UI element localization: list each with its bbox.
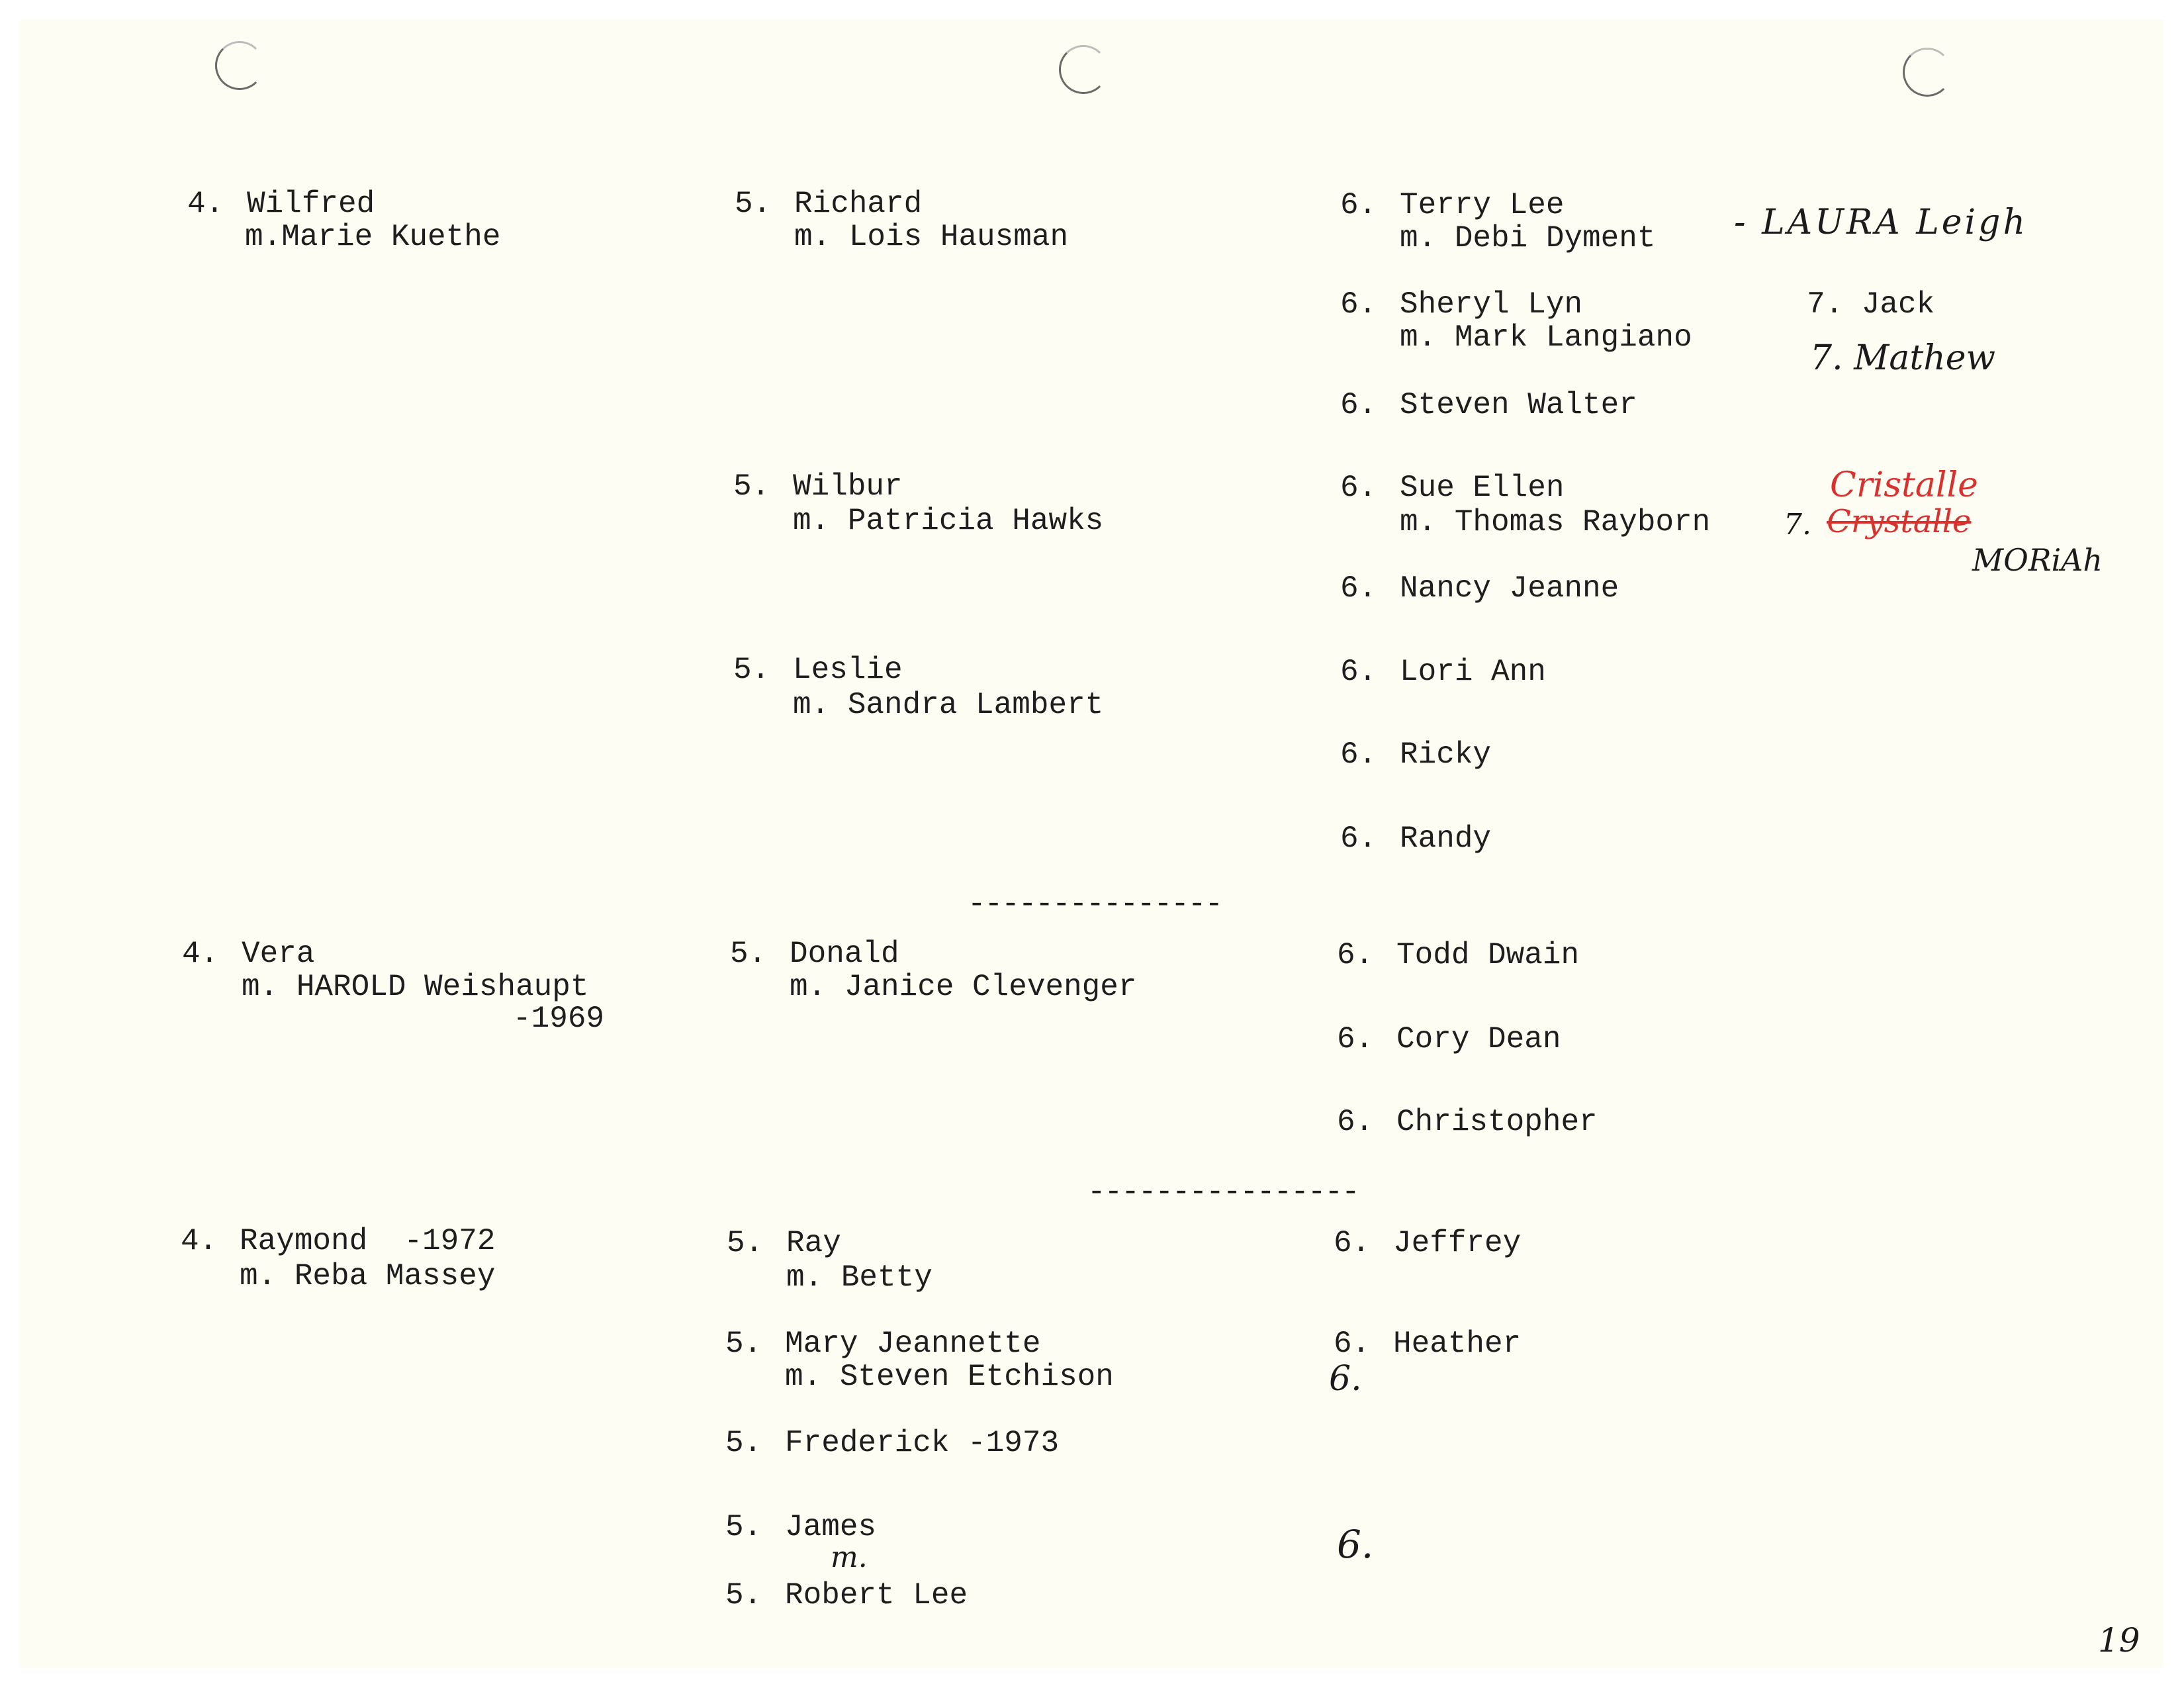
terry-spouse: m. Debi Dyment [1400, 221, 1656, 256]
lori-gen: 6. [1340, 655, 1377, 689]
terry-child-handwritten: - LAURA Leigh [1734, 203, 2028, 242]
richard-gen: 5. [735, 187, 772, 221]
randy-name: Randy [1400, 821, 1492, 856]
sue-spouse: m. Thomas Rayborn [1400, 505, 1711, 539]
raymond-name: Raymond -1972 [240, 1224, 496, 1258]
donald-name: Donald [790, 937, 899, 971]
leslie-name: Leslie [793, 653, 903, 687]
vera-spouse-death: -1969 [513, 1002, 605, 1036]
punch-hole-center [1059, 45, 1108, 94]
wilbur-name: Wilbur [793, 469, 903, 504]
mathew-handwritten: 7. Mathew [1810, 338, 1996, 378]
richard-name: Richard [794, 187, 923, 221]
crystalle-gen: 7. [1784, 508, 1811, 541]
moriah-handwritten: MORiAh [1972, 542, 2103, 578]
terry-name: Terry Lee [1400, 188, 1565, 222]
randy-gen: 6. [1340, 821, 1377, 856]
sheryl-name: Sheryl Lyn [1400, 287, 1583, 322]
heather-gen: 6. [1334, 1327, 1371, 1361]
family-separator: --------------- [968, 887, 1222, 921]
james-gen: 5. [725, 1510, 762, 1544]
punch-hole-right [1903, 48, 1952, 97]
nancy-name: Nancy Jeanne [1400, 571, 1619, 606]
cristalle-handwritten-correction: Cristalle [1830, 465, 1978, 505]
wilfred-name: Wilfred [247, 187, 375, 221]
robert-name: Robert Lee [785, 1578, 968, 1613]
leslie-gen: 5. [733, 653, 770, 687]
terry-gen: 6. [1340, 188, 1377, 222]
blank-entry-handwritten: 6. [1337, 1522, 1374, 1567]
sheryl-spouse: m. Mark Langiano [1400, 320, 1692, 355]
wilfred-spouse: m.Marie Kuethe [245, 220, 501, 254]
frederick-name: Frederick -1973 [785, 1426, 1060, 1460]
nancy-gen: 6. [1340, 571, 1377, 606]
wilbur-gen: 5. [733, 469, 770, 504]
mary-spouse: m. Steven Etchison [785, 1360, 1114, 1394]
james-name: James [785, 1510, 877, 1544]
vera-name: Vera [242, 937, 315, 971]
wilfred-gen: 4. [187, 187, 224, 221]
wilbur-spouse: m. Patricia Hawks [793, 504, 1104, 538]
sheryl-gen: 6. [1340, 287, 1377, 322]
punch-hole-left [215, 41, 264, 90]
jeffrey-gen: 6. [1334, 1226, 1371, 1260]
jack: 7. Jack [1807, 287, 1935, 322]
crystalle-struck: Crystalle [1827, 503, 1972, 540]
ray-name: Ray [786, 1226, 841, 1260]
ray-gen: 5. [727, 1226, 764, 1260]
cory-gen: 6. [1337, 1022, 1374, 1056]
james-spouse-handwritten: m. [831, 1540, 868, 1574]
steven-walter-name: Steven Walter [1400, 388, 1637, 422]
page-number: 19 [2098, 1621, 2140, 1660]
document-page [20, 20, 2164, 1668]
cory-name: Cory Dean [1396, 1022, 1561, 1056]
raymond-spouse: m. Reba Massey [240, 1259, 496, 1293]
todd-name: Todd Dwain [1396, 938, 1580, 972]
christopher-name: Christopher [1396, 1105, 1598, 1139]
jeffrey-name: Jeffrey [1393, 1226, 1522, 1260]
donald-spouse: m. Janice Clevenger [790, 970, 1137, 1004]
donald-gen: 5. [730, 937, 767, 971]
vera-spouse: m. HAROLD Weishaupt [242, 970, 589, 1004]
sue-gen: 6. [1340, 471, 1377, 505]
family-separator: ---------------- [1087, 1175, 1359, 1209]
raymond-gen: 4. [181, 1224, 218, 1258]
heather-name: Heather [1393, 1327, 1522, 1361]
richard-spouse: m. Lois Hausman [794, 220, 1069, 254]
lori-name: Lori Ann [1400, 655, 1546, 689]
ray-spouse: m. Betty [786, 1260, 933, 1295]
todd-gen: 6. [1337, 938, 1374, 972]
ricky-name: Ricky [1400, 737, 1492, 772]
christopher-gen: 6. [1337, 1105, 1374, 1139]
steven-walter-gen: 6. [1340, 388, 1377, 422]
robert-gen: 5. [725, 1578, 762, 1613]
vera-gen: 4. [182, 937, 219, 971]
frederick-gen: 5. [725, 1426, 762, 1460]
leslie-spouse: m. Sandra Lambert [793, 688, 1104, 722]
mary-gen: 5. [725, 1327, 762, 1361]
ricky-gen: 6. [1340, 737, 1377, 772]
sue-name: Sue Ellen [1400, 471, 1565, 505]
blank-entry-handwritten: 6. [1329, 1359, 1362, 1399]
mary-name: Mary Jeannette [785, 1327, 1041, 1361]
